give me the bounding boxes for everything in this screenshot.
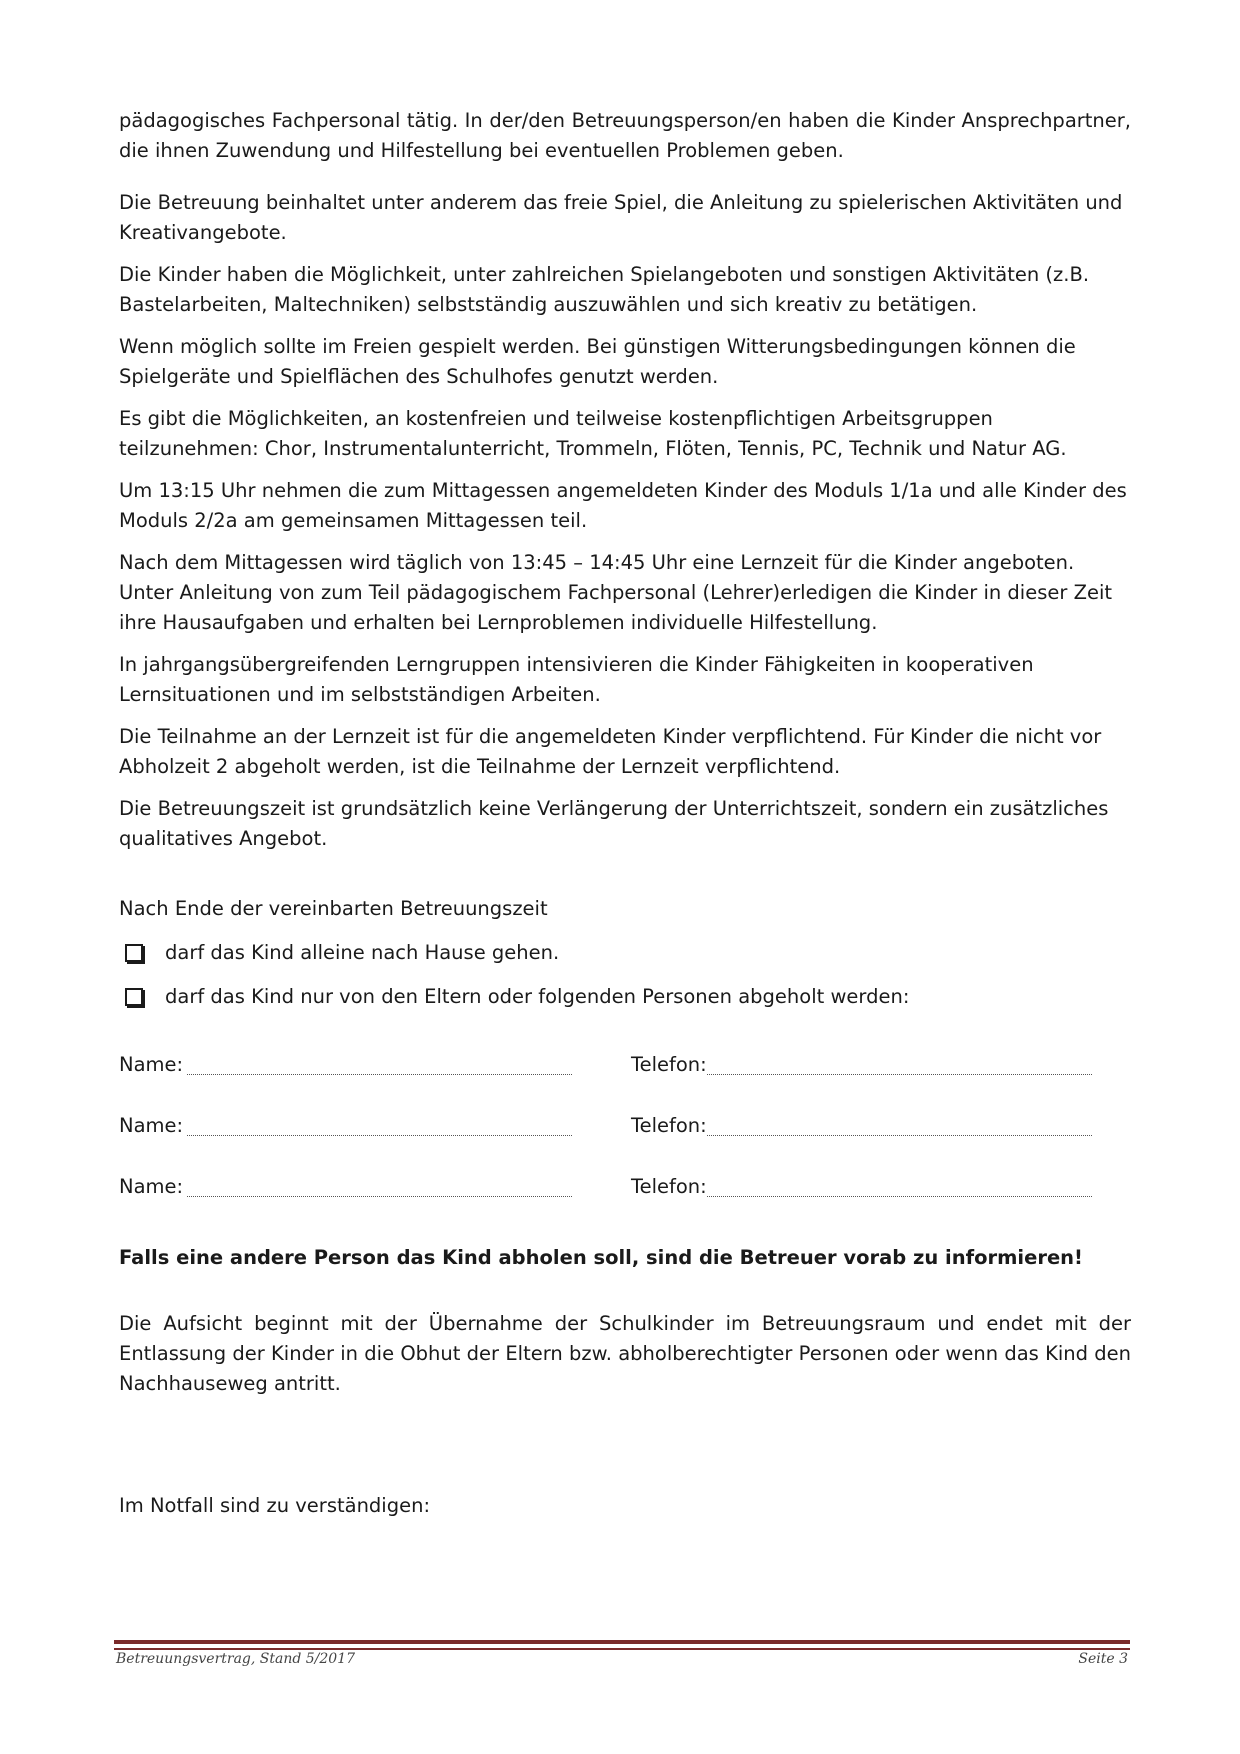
pickup-option-persons-label: darf das Kind nur von den Eltern oder folgenden Personen abgeholt werden:	[165, 985, 910, 1008]
phone-label: Telefon:	[631, 1114, 707, 1137]
phone-input-line[interactable]	[707, 1176, 1092, 1197]
pickup-person-row	[119, 1050, 1131, 1111]
paragraph-staff: pädagogisches Fachpersonal tätig. In der/den Betreuungsperson/en haben die Kinder Ansprechpartner, die ihnen Zuwendung und Hilfestellung bei eventuellen Problemen geben.	[119, 109, 1131, 162]
name-label: Name:	[119, 1114, 184, 1137]
pickup-option-alone-label: darf das Kind alleine nach Hause gehen.	[165, 941, 560, 964]
paragraph-learning-groups: In jahrgangsübergreifenden Lerngruppen intensivieren die Kinder Fähigkeiten in kooperativen Lernsituationen und im selbstständigen Arbeiten.	[119, 653, 1034, 706]
page-content	[119, 106, 1131, 1521]
phone-field[interactable]	[631, 1111, 1111, 1141]
pickup-person-row	[119, 1111, 1131, 1172]
pickup-person-row	[119, 1172, 1131, 1233]
paragraph-care-time: Die Betreuungszeit ist grundsätzlich keine Verlängerung der Unterrichtszeit, sondern ein zusätzliches qualitatives Angebot.	[119, 797, 1109, 850]
pickup-section	[119, 894, 1131, 1012]
phone-label: Telefon:	[631, 1175, 707, 1198]
name-label: Name:	[119, 1175, 184, 1198]
name-input-line[interactable]	[187, 1054, 572, 1075]
page-footer	[116, 1651, 1128, 1667]
paragraph-activities: Die Kinder haben die Möglichkeit, unter zahlreichen Spielangeboten und sonstigen Aktivitäten (z.B. Bastelarbeiten, Maltechniken) selbstständig auszuwählen und sich kreativ zu betätigen.	[119, 263, 1090, 316]
name-field[interactable]	[119, 1172, 631, 1202]
checkbox-alone[interactable]	[125, 944, 143, 962]
paragraph-care-content: Die Betreuung beinhaltet unter anderem das freie Spiel, die Anleitung zu spielerischen Aktivitäten und Kreativangebote.	[119, 191, 1123, 244]
phone-input-line[interactable]	[707, 1054, 1092, 1075]
name-field[interactable]	[119, 1050, 631, 1080]
name-input-line[interactable]	[187, 1115, 572, 1136]
pickup-notice: Falls eine andere Person das Kind abholen soll, sind die Betreuer vorab zu informieren!	[119, 1246, 1083, 1269]
checkbox-persons[interactable]	[125, 988, 143, 1006]
footer-document-title: Betreuungsvertrag, Stand 5/2017	[116, 1651, 356, 1667]
emergency-heading: Im Notfall sind zu verständigen:	[119, 1494, 431, 1517]
paragraph-lunch: Um 13:15 Uhr nehmen die zum Mittagessen angemeldeten Kinder des Moduls 1/1a und alle Kinder des Moduls 2/2a am gemeinsamen Mittagessen teil.	[119, 479, 1127, 532]
footer-rule	[114, 1640, 1130, 1650]
phone-input-line[interactable]	[707, 1115, 1092, 1136]
pickup-option-alone[interactable]	[125, 938, 1131, 968]
phone-field[interactable]	[631, 1172, 1111, 1202]
pickup-option-persons[interactable]	[125, 982, 1131, 1012]
name-input-line[interactable]	[187, 1176, 572, 1197]
footer-page-number: Seite 3	[1078, 1651, 1128, 1667]
name-label: Name:	[119, 1053, 184, 1076]
paragraph-supervision: Die Aufsicht beginnt mit der Übernahme der Schulkinder im Betreuungsraum und endet mit der Entlassung der Kinder in die Obhut der Eltern bzw. abholberechtigter Personen oder wenn das Kind den Nachhauseweg antritt.	[119, 1312, 1131, 1395]
paragraph-attendance: Die Teilnahme an der Lernzeit ist für die angemeldeten Kinder verpflichtend. Für Kinder die nicht vor Abholzeit 2 abgeholt werden, ist die Teilnahme der Lernzeit verpflichtend.	[119, 725, 1102, 778]
paragraph-working-groups: Es gibt die Möglichkeiten, an kostenfreien und teilweise kostenpflichtigen Arbeitsgruppen teilzunehmen: Chor, Instrumentalunterricht, Trommeln, Flöten, Tennis, PC, Technik und Natur AG.	[119, 407, 1067, 460]
phone-label: Telefon:	[631, 1053, 707, 1076]
phone-field[interactable]	[631, 1050, 1111, 1080]
paragraph-study-time: Nach dem Mittagessen wird täglich von 13:45 – 14:45 Uhr eine Lernzeit für die Kinder angeboten. Unter Anleitung von zum Teil pädagogischem Fachpersonal (Lehrer)erledigen die Kinder in dieser Zeit ihre Hausaufgaben und erhalten bei Lernproblemen individuelle Hilfestellung.	[119, 551, 1113, 634]
paragraph-outdoor: Wenn möglich sollte im Freien gespielt werden. Bei günstigen Witterungsbedingungen können die Spielgeräte und Spielflächen des Schulhofes genutzt werden.	[119, 335, 1076, 388]
pickup-intro: Nach Ende der vereinbarten Betreuungszeit	[119, 897, 548, 920]
pickup-persons-fields	[119, 1050, 1131, 1233]
name-field[interactable]	[119, 1111, 631, 1141]
